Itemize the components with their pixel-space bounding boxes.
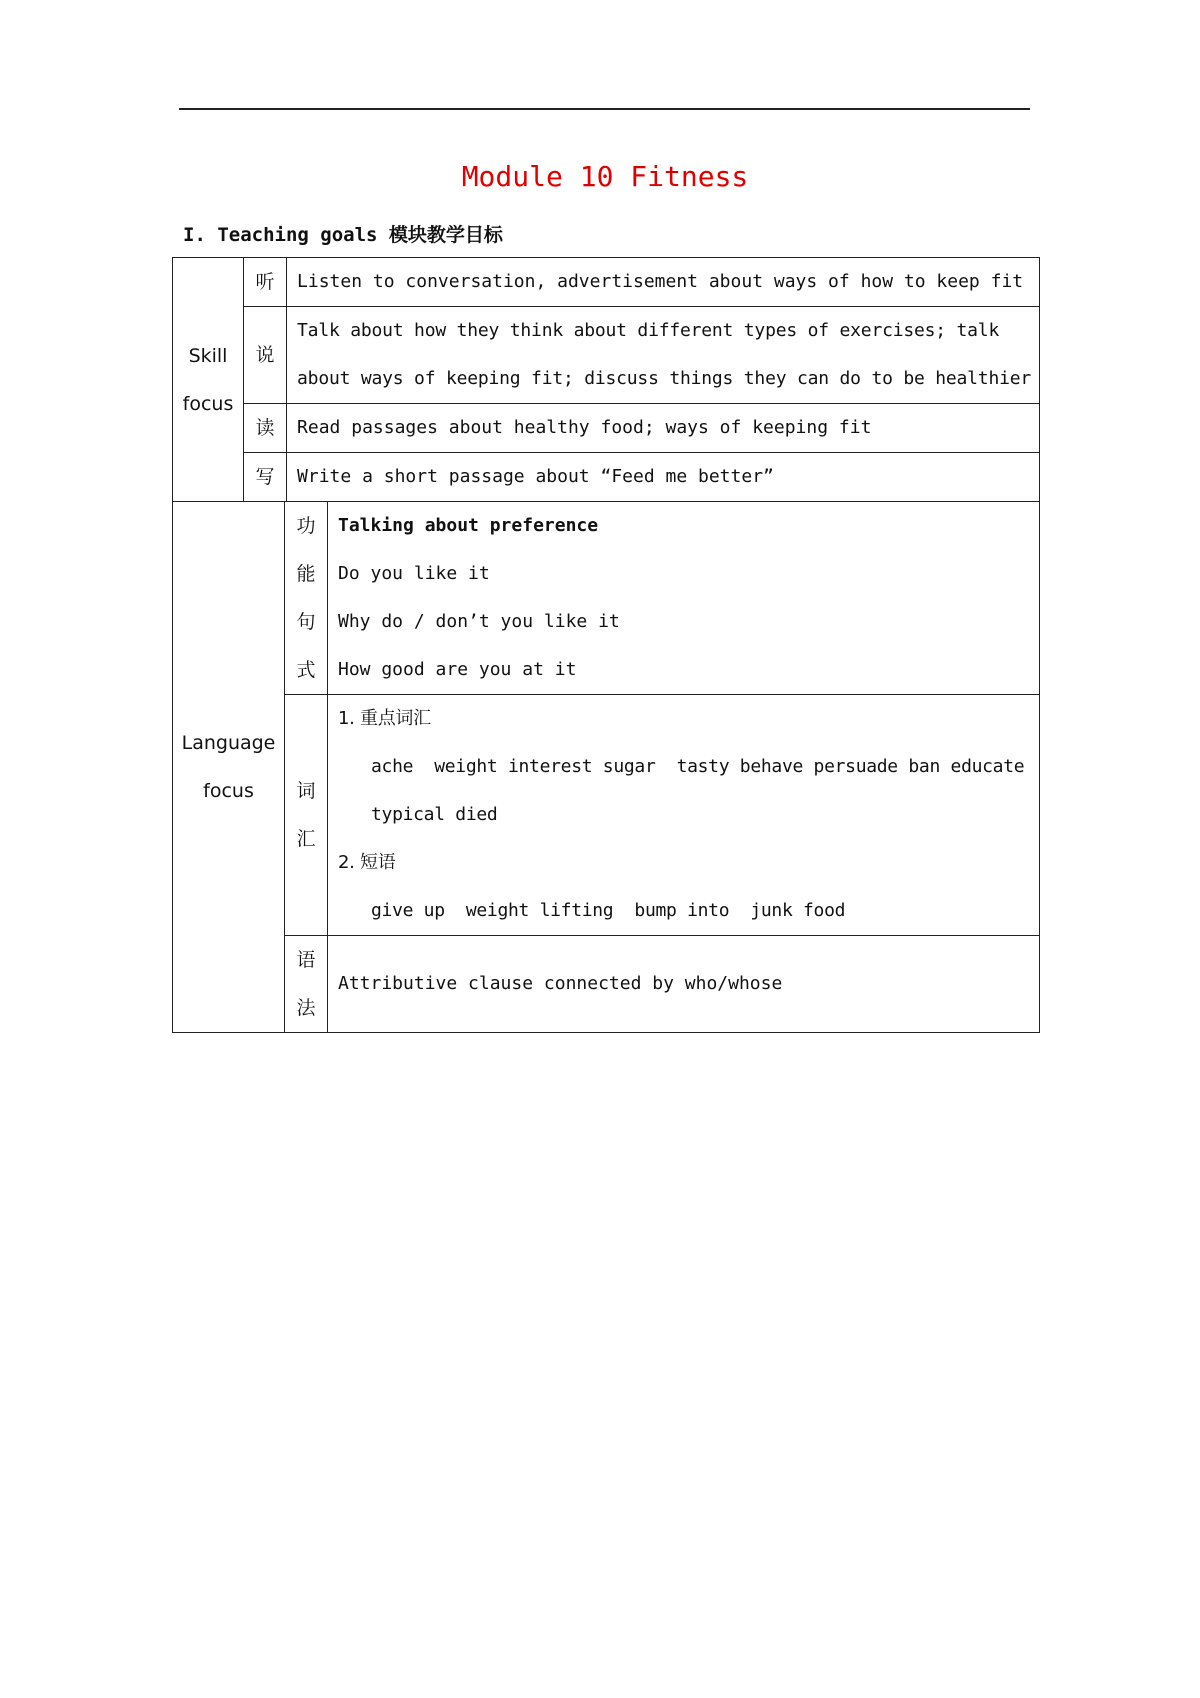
content-line: typical died [371,804,498,825]
label-char: 词 [296,780,316,802]
content-line: How good are you at it [338,659,577,680]
row-content [287,404,1039,452]
label-char: 说 [255,344,275,366]
row-content [328,695,1039,935]
content-line: Why do / don’t you like it [338,611,620,632]
page-title: Module 10 Fitness [461,160,749,193]
row-label-writing [244,453,287,501]
content-line: give up weight lifting bump into junk food [371,900,846,921]
content-line: Read passages about healthy food; ways of keeping fit [297,417,872,438]
section-heading-chinese: 模块教学目标 [388,224,503,246]
category-line: Skill [188,344,228,367]
table-row [285,695,1039,936]
skill-focus-group [173,258,1039,502]
section-heading-prefix: I. Teaching goals [183,224,389,246]
row-content [328,936,1039,1032]
category-line: Language [181,732,276,754]
label-char: 能 [296,563,316,585]
top-rule [179,108,1030,110]
row-label-function [285,502,328,694]
table-row [285,936,1039,1032]
category-line: focus [182,392,234,415]
phrases-heading: 2. 短语 [338,852,396,873]
content-line: ache weight interest sugar tasty behave persuade ban educate [371,756,1025,777]
label-char: 写 [255,466,275,488]
function-title: Talking about preference [338,515,599,536]
row-content [328,502,1039,694]
row-content [287,307,1039,403]
skill-focus-category [173,258,244,501]
category-line: focus [203,780,254,802]
content-line: Talk about how they think about different types of exercises; talk [297,320,1000,341]
row-content [287,258,1039,306]
label-char: 式 [296,659,316,681]
table-row [285,502,1039,695]
row-label-vocabulary [285,695,328,935]
table-row [244,453,1039,501]
label-char: 听 [255,271,275,293]
content-line: about ways of keeping fit; discuss things they can do to be healthier [297,368,1031,389]
label-char: 语 [296,949,316,971]
table-row [244,404,1039,453]
table-row [244,307,1039,404]
label-char: 汇 [296,828,316,850]
skill-focus-rows [244,258,1039,501]
label-char: 功 [296,515,316,537]
row-label-reading [244,404,287,452]
label-char: 法 [296,997,316,1019]
row-content [287,453,1039,501]
row-label-listening [244,258,287,306]
content-line: Listen to conversation, advertisement about ways of how to keep fit [297,271,1024,292]
content-line: Attributive clause connected by who/whose [338,973,783,994]
language-focus-group [173,502,1039,1032]
teaching-goals-table [172,257,1040,1033]
section-heading [183,220,503,247]
content-line: Do you like it [338,563,490,584]
content-line: Write a short passage about “Feed me better” [297,466,774,487]
table-row [244,258,1039,307]
language-focus-category [173,502,285,1032]
language-focus-rows [285,502,1039,1032]
label-char: 读 [255,417,275,439]
row-label-grammar [285,936,328,1032]
label-char: 句 [296,611,316,633]
row-label-speaking [244,307,287,403]
key-words-heading: 1. 重点词汇 [338,708,431,729]
